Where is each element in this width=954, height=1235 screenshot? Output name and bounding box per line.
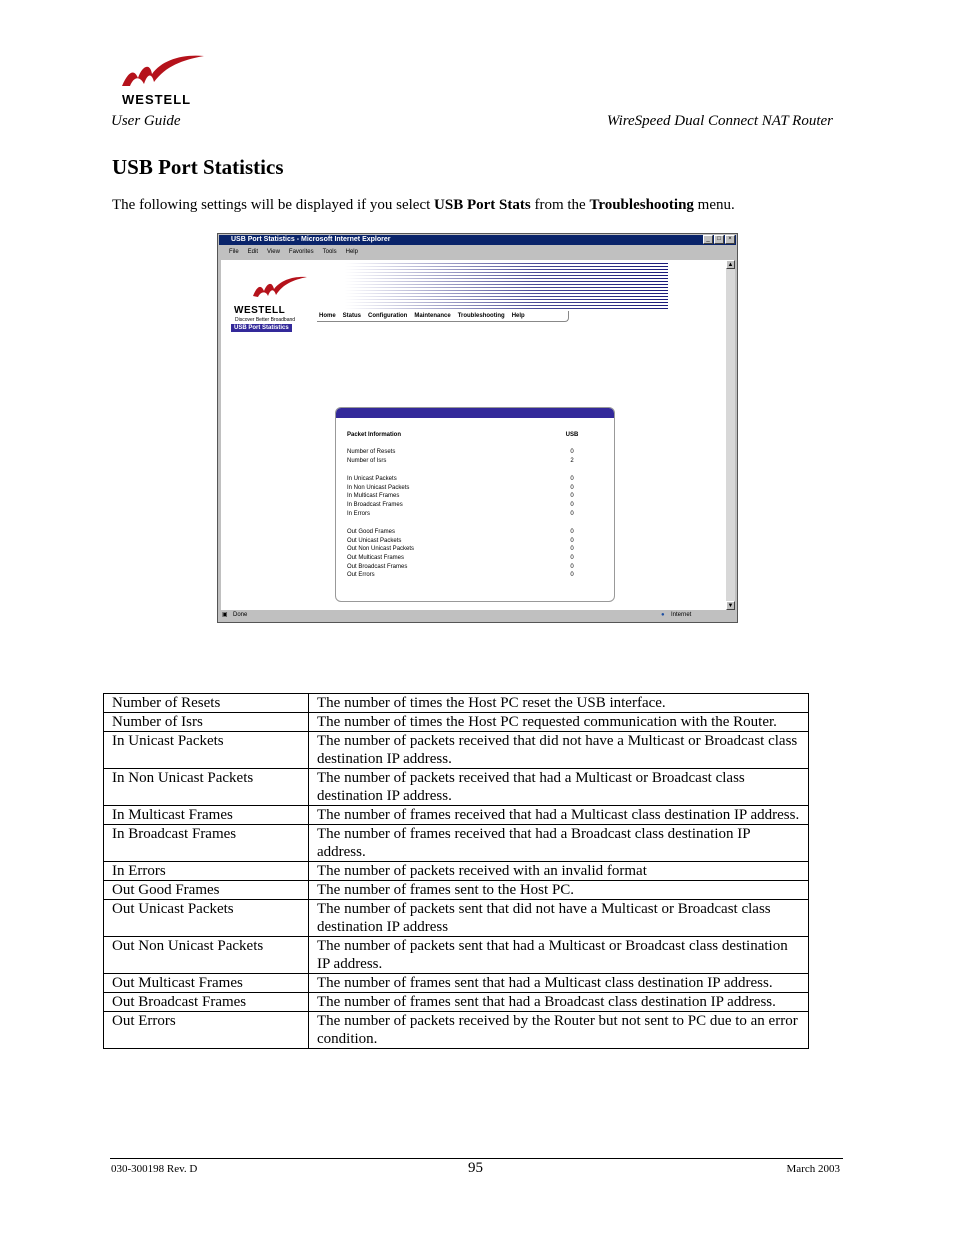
table-row <box>104 900 809 937</box>
browser-statusbar <box>219 610 736 621</box>
table-row <box>104 937 809 974</box>
inner-tagline: Discover Better Broadband <box>235 317 296 323</box>
packet-row-value: 0 <box>570 555 574 561</box>
packet-info-header-value: USB <box>565 432 579 438</box>
table-row <box>104 993 809 1012</box>
intro-bold-1: USB Port Stats <box>434 197 531 213</box>
description-cell: The number of times the Host PC reset the USB interface. <box>309 694 809 713</box>
definitions-table <box>103 693 809 1049</box>
window-titlebar <box>219 235 736 245</box>
term-cell: Out Errors <box>104 1012 309 1049</box>
packet-row-label: In Broadcast Frames <box>347 502 403 508</box>
header-stripes-fade <box>345 263 668 311</box>
description-cell: The number of frames sent that had a Broadcast class destination IP address. <box>309 993 809 1012</box>
packet-row-label: Number of Resets <box>347 449 396 455</box>
term-cell: Out Multicast Frames <box>104 974 309 993</box>
close-icon[interactable]: × <box>725 235 735 244</box>
term-cell: Number of Isrs <box>104 713 309 732</box>
packet-row-label: In Multicast Frames <box>347 493 400 500</box>
nav-item-home[interactable]: Home <box>319 313 336 319</box>
packet-row-label: Number of Isrs <box>347 457 387 464</box>
nav-item-help[interactable]: Help <box>511 313 525 319</box>
window-title: USB Port Statistics - Microsoft Internet Explorer <box>231 236 391 243</box>
packet-row-label: Out Errors <box>347 572 375 579</box>
intro-text-3: menu. <box>693 197 735 213</box>
description-cell: The number of times the Host PC requested communication with the Router. <box>309 713 809 732</box>
intro-paragraph <box>112 197 735 214</box>
nav-item-maintenance[interactable]: Maintenance <box>414 313 451 319</box>
packet-info-header-label: Packet Information <box>347 432 402 438</box>
maximize-icon[interactable]: □ <box>714 235 724 244</box>
packet-row-value: 0 <box>570 510 574 517</box>
term-cell: Out Good Frames <box>104 881 309 900</box>
vertical-scrollbar[interactable] <box>726 260 735 610</box>
header-right: WireSpeed Dual Connect NAT Router <box>606 113 833 129</box>
packet-row-value: 0 <box>570 449 574 455</box>
packet-row-label: Out Good Frames <box>347 529 396 536</box>
intro-text-1: The following settings will be displayed if you select <box>112 197 435 213</box>
page-badge: USB Port Statistics <box>231 324 292 332</box>
status-left: Done <box>233 612 248 618</box>
packet-row-value: 0 <box>570 493 574 500</box>
packet-row-value: 0 <box>570 502 574 508</box>
table-row <box>104 732 809 769</box>
packet-row-label: Out Multicast Frames <box>347 555 405 561</box>
browser-menu-item[interactable]: Favorites <box>288 249 314 255</box>
packet-row-label: Out Non Unicast Packets <box>347 546 415 553</box>
term-cell: Out Unicast Packets <box>104 900 309 937</box>
description-cell: The number of frames received that had a Broadcast class destination IP address. <box>309 825 809 862</box>
description-cell: The number of packets sent that had a Multicast or Broadcast class destination IP address. <box>309 937 809 974</box>
term-cell: In Unicast Packets <box>104 732 309 769</box>
packet-info-panel <box>335 407 615 602</box>
table-row <box>104 862 809 881</box>
intro-bold-2: Troubleshooting <box>589 197 694 213</box>
table-row <box>104 1012 809 1049</box>
table-row <box>104 769 809 806</box>
router-nav <box>317 311 569 322</box>
nav-item-status[interactable]: Status <box>342 313 362 319</box>
table-row <box>104 881 809 900</box>
packet-row-value: 0 <box>570 537 574 544</box>
header-left: User Guide <box>111 113 181 129</box>
browser-menu-item[interactable]: Edit <box>247 249 259 255</box>
nav-item-configuration[interactable]: Configuration <box>368 313 408 319</box>
description-cell: The number of packets received with an invalid format <box>309 862 809 881</box>
footer-rule <box>110 1158 843 1159</box>
description-cell: The number of packets sent that did not have a Multicast or Broadcast class destination IP address <box>309 900 809 937</box>
panel-header-bar <box>336 408 614 418</box>
browser-menubar <box>219 246 736 258</box>
nav-item-troubleshooting[interactable]: Troubleshooting <box>457 313 505 319</box>
table-row <box>104 825 809 862</box>
packet-row-value: 0 <box>570 546 574 553</box>
browser-menu-item[interactable]: File <box>229 249 239 255</box>
table-row <box>104 713 809 732</box>
intro-text-2: from the <box>530 197 590 213</box>
description-cell: The number of frames received that had a Multicast class destination IP address. <box>309 806 809 825</box>
term-cell: Out Broadcast Frames <box>104 993 309 1012</box>
description-cell: The number of frames sent to the Host PC. <box>309 881 809 900</box>
packet-row-label: Out Broadcast Frames <box>347 563 408 570</box>
description-cell: The number of frames sent that had a Multicast class destination IP address. <box>309 974 809 993</box>
table-row <box>104 974 809 993</box>
packet-row-value: 0 <box>570 529 574 536</box>
inner-westell-logo <box>231 274 311 324</box>
description-cell: The number of packets received by the Router but not sent to PC due to an error condition. <box>309 1012 809 1049</box>
logo-text: WESTELL <box>122 92 192 107</box>
inner-logo-text: WESTELL <box>234 305 286 316</box>
globe-icon: ● <box>661 612 665 618</box>
term-cell: Out Non Unicast Packets <box>104 937 309 974</box>
packet-row-value: 2 <box>570 457 574 464</box>
browser-screenshot <box>217 233 738 623</box>
footer-date: March 2003 <box>786 1163 840 1175</box>
packet-row-value: 0 <box>570 484 574 491</box>
description-cell: The number of packets received that had a Multicast or Broadcast class destination IP address. <box>309 769 809 806</box>
table-row <box>104 694 809 713</box>
window-controls <box>703 235 735 244</box>
table-row <box>104 806 809 825</box>
term-cell: In Multicast Frames <box>104 806 309 825</box>
section-title: USB Port Statistics <box>112 155 284 179</box>
term-cell: Number of Resets <box>104 694 309 713</box>
footer-doc-id: 030-300198 Rev. D <box>111 1163 198 1175</box>
packet-row-value: 0 <box>570 476 574 483</box>
footer-page-number: 95 <box>468 1160 483 1176</box>
packet-row-label: In Errors <box>347 510 371 517</box>
packet-row-label: Out Unicast Packets <box>347 537 402 544</box>
browser-menu-item[interactable]: Tools <box>322 249 337 255</box>
term-cell: In Broadcast Frames <box>104 825 309 862</box>
scroll-up-icon[interactable]: ▲ <box>727 262 734 268</box>
browser-menu-item[interactable]: View <box>267 249 280 255</box>
status-right: Internet <box>671 612 692 618</box>
status-done-icon: ▣ <box>222 612 228 618</box>
scroll-down-icon[interactable]: ▼ <box>727 603 734 609</box>
packet-row-value: 0 <box>570 563 574 570</box>
term-cell: In Non Unicast Packets <box>104 769 309 806</box>
description-cell: The number of packets received that did not have a Multicast or Broadcast class destination IP address. <box>309 732 809 769</box>
packet-row-value: 0 <box>570 572 574 579</box>
term-cell: In Errors <box>104 862 309 881</box>
browser-menu-item[interactable]: Help <box>345 249 358 255</box>
packet-row-label: In Non Unicast Packets <box>347 484 410 491</box>
packet-row-label: In Unicast Packets <box>347 476 397 483</box>
westell-logo <box>112 52 212 108</box>
minimize-icon[interactable]: _ <box>703 235 713 244</box>
browser-content <box>221 260 726 610</box>
